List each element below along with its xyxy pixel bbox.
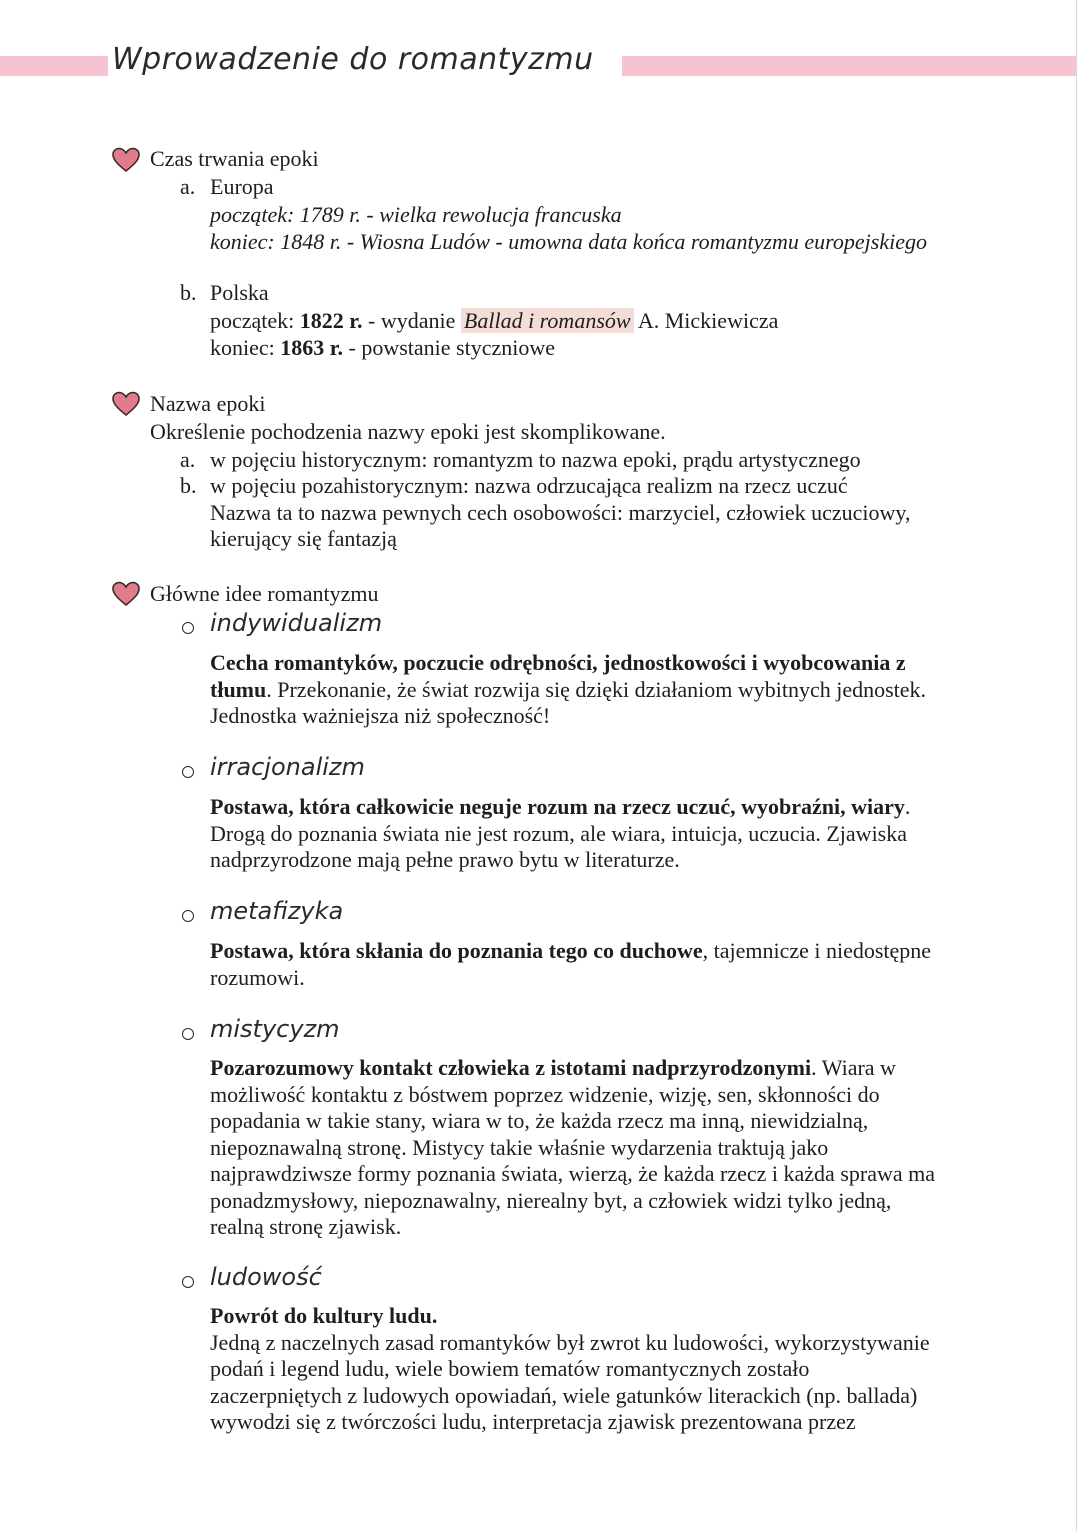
idea-name: mistycyzm <box>210 1015 340 1043</box>
idea-text: wywodzi się z twórczości ludu, interpretacja zjawisk prezentowana przez <box>210 1409 856 1434</box>
author: A. Mickiewicza <box>637 308 779 333</box>
date-value: 1822 r. <box>299 308 363 333</box>
circle-bullet-icon <box>182 1028 194 1040</box>
idea-name: irracjonalizm <box>210 753 365 781</box>
idea-text: najprawdziwsze formy poznania świata, wierzą, że każda rzecz i każda sprawa ma <box>210 1161 936 1186</box>
date-description: - wydanie <box>368 308 456 333</box>
note-line: kierujący się fantazją <box>210 526 397 551</box>
page-edge <box>1076 0 1077 1531</box>
circle-bullet-icon <box>182 1276 194 1288</box>
page-title: Wprowadzenie do romantyzmu <box>112 42 594 77</box>
idea-name: ludowość <box>210 1263 322 1291</box>
heart-icon <box>111 581 141 607</box>
list-item <box>210 229 927 255</box>
idea-key-statement: Powrót do kultury ludu. <box>210 1303 438 1328</box>
idea-description <box>210 1303 930 1436</box>
idea-name: metafizyka <box>210 897 344 925</box>
date-description: - wielka rewolucja francuska <box>366 202 622 227</box>
idea-description <box>210 794 910 874</box>
idea-text: Drogą do poznania świata nie jest rozum, ale wiara, intuicja, uczucia. Zjawiska <box>210 820 908 846</box>
heart-icon <box>111 391 141 417</box>
idea-text: ponadzmysłowy, niepoznawalny, nierealny byt, a człowiek widzi tylko jedną, <box>210 1187 892 1213</box>
circle-bullet-icon <box>182 766 194 778</box>
idea-description <box>210 650 926 730</box>
heart-icon <box>111 147 141 173</box>
section-heading: Nazwa epoki <box>150 391 266 416</box>
subsection-label: Europa <box>210 174 274 199</box>
circle-bullet-icon <box>182 910 194 922</box>
date-value: 1789 r. <box>299 202 361 227</box>
idea-key-statement: Cecha romantyków, poczucie odrębności, jednostkowości i wyobcowania z <box>210 650 906 675</box>
date-key: koniec: <box>210 229 275 254</box>
list-item <box>210 308 778 334</box>
list-marker: a. <box>180 447 196 472</box>
list-item <box>210 202 622 228</box>
date-description: - Wiosna Ludów - umowna data końca romantyzmu europejskiego <box>346 229 927 254</box>
idea-text: . Wiara w <box>811 1055 896 1080</box>
idea-text: realną stronę zjawisk. <box>210 1214 402 1239</box>
idea-name: indywidualizm <box>210 609 383 637</box>
date-description: - powstanie styczniowe <box>348 335 556 360</box>
list-marker: a. <box>180 174 196 199</box>
idea-text: Jedną z naczelnych zasad romantyków był zwrot ku ludowości, wykorzystywanie <box>210 1329 930 1355</box>
idea-key-statement: Postawa, która całkowicie neguje rozum na rzecz uczuć, wyobraźni, wiary <box>210 794 905 819</box>
idea-text: Jednostka ważniejsza niż społeczność! <box>210 703 551 728</box>
idea-text: niepoznawalną stronę. Mistycy takie właśnie wydarzenia traktują jako <box>210 1134 829 1160</box>
idea-text: rozumowi. <box>210 964 305 990</box>
idea-text: popadania w takie stany, wiara w to, że każda rzecz ma inną, niewidzialną, <box>210 1108 869 1133</box>
title-highlight-right <box>622 56 1076 76</box>
section-heading: Czas trwania epoki <box>150 146 319 171</box>
idea-description <box>210 938 931 991</box>
list-item: w pojęciu historycznym: romantyzm to nazwa epoki, prądu artystycznego <box>210 447 861 472</box>
idea-key-statement: tłumu <box>210 676 267 702</box>
section-intro: Określenie pochodzenia nazwy epoki jest skomplikowane. <box>150 419 666 444</box>
list-item: w pojęciu pozahistorycznym: nazwa odrzucająca realizm na rzecz uczuć <box>210 473 848 498</box>
list-marker: b. <box>180 280 197 305</box>
circle-bullet-icon <box>182 622 194 634</box>
note-line: Nazwa ta to nazwa pewnych cech osobowości: marzyciel, człowiek uczuciowy, <box>210 500 911 525</box>
idea-text: możliwość kontaktu z bóstwem poprzez widzenie, wizję, sen, skłonności do <box>210 1081 880 1107</box>
section-heading: Główne idee romantyzmu <box>150 581 379 606</box>
date-value: 1848 r. <box>280 229 342 254</box>
list-marker: b. <box>180 473 197 498</box>
date-key: początek: <box>210 308 295 333</box>
idea-key-statement: Pozarozumowy kontakt człowieka z istotami nadprzyrodzonymi <box>210 1055 812 1080</box>
title-highlight-left <box>0 56 108 76</box>
date-key: początek: <box>210 202 295 227</box>
idea-text: nadprzyrodzone mają pełne prawo bytu w literaturze. <box>210 847 680 872</box>
idea-text: , tajemnicze i niedostępne <box>702 938 932 963</box>
date-value: 1863 r. <box>280 335 344 360</box>
idea-text: . Przekonanie, że świat rozwija się dzięki działaniom wybitnych jednostek. <box>266 676 927 702</box>
date-key: koniec: <box>210 335 275 360</box>
idea-text: . <box>904 794 911 819</box>
list-item <box>210 335 555 361</box>
subsection-label: Polska <box>210 280 269 305</box>
idea-text: zaczerpniętych z ludowych opowiadań, wiele gatunków literackich (np. ballada) <box>210 1382 918 1408</box>
idea-key-statement: Postawa, która skłania do poznania tego co duchowe <box>210 938 703 963</box>
idea-text: podań i legend ludu, wiele bowiem tematów romantycznych zostało <box>210 1356 810 1381</box>
highlighted-title: Ballad i romansów <box>461 308 634 333</box>
idea-description <box>210 1055 935 1241</box>
